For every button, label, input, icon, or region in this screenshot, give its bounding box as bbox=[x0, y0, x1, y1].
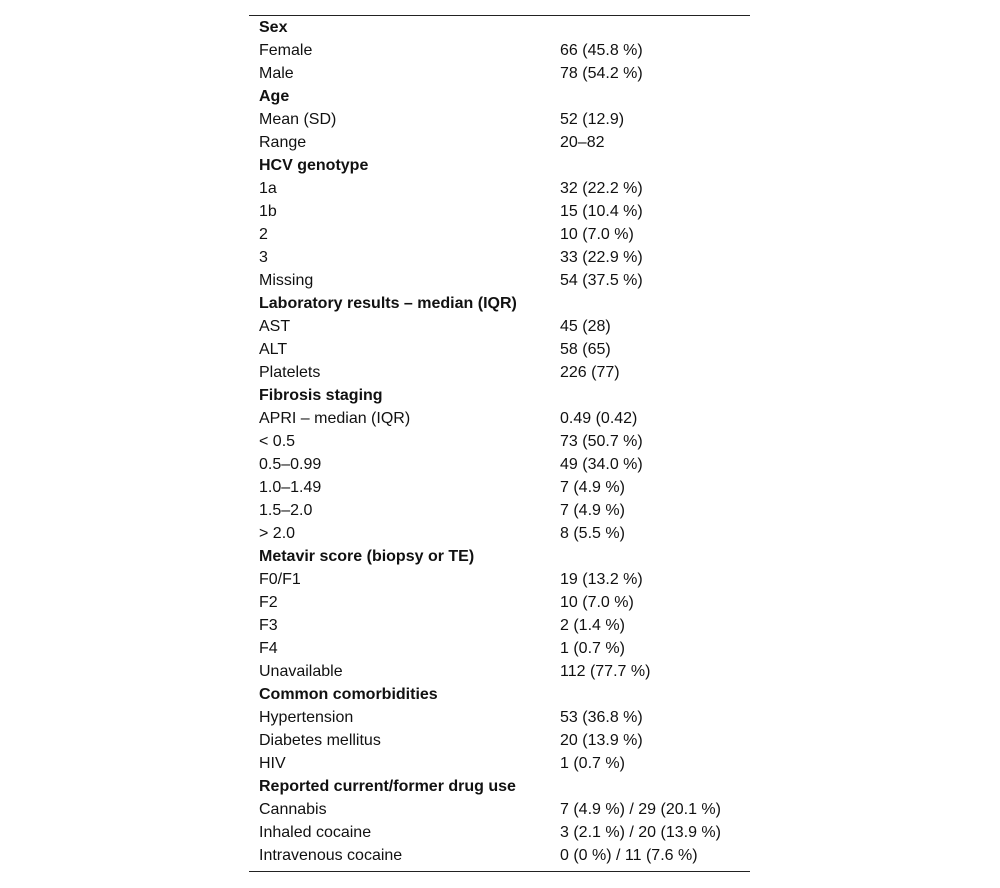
section-heading-spacer bbox=[560, 384, 750, 407]
row-value: 2 (1.4 %) bbox=[560, 617, 625, 634]
row-label: F4 bbox=[259, 640, 278, 657]
section-heading-row bbox=[249, 154, 750, 177]
table-row bbox=[249, 729, 750, 752]
row-label: APRI – median (IQR) bbox=[259, 410, 411, 427]
row-value: 10 (7.0 %) bbox=[560, 226, 634, 243]
row-label: Intravenous cocaine bbox=[259, 847, 403, 864]
section-heading: Sex bbox=[259, 19, 288, 36]
row-label: Unavailable bbox=[259, 663, 343, 680]
table-row bbox=[249, 568, 750, 591]
row-value: 52 (12.9) bbox=[560, 111, 625, 128]
row-value: 49 (34.0 %) bbox=[560, 456, 643, 473]
section-heading-row bbox=[249, 683, 750, 706]
section-heading-spacer bbox=[560, 292, 750, 315]
table-row bbox=[249, 361, 750, 384]
row-value: 19 (13.2 %) bbox=[560, 571, 643, 588]
table-row bbox=[249, 798, 750, 821]
row-label: AST bbox=[259, 318, 291, 335]
table-row bbox=[249, 39, 750, 62]
row-value: 20 (13.9 %) bbox=[560, 732, 643, 749]
table-row bbox=[249, 407, 750, 430]
table-body bbox=[249, 16, 750, 867]
row-label: F0/F1 bbox=[259, 571, 301, 588]
section-heading: Age bbox=[259, 88, 290, 105]
row-value: 33 (22.9 %) bbox=[560, 249, 643, 266]
row-label: HIV bbox=[259, 755, 286, 772]
row-value: 226 (77) bbox=[560, 364, 620, 381]
table-row bbox=[249, 246, 750, 269]
row-value: 0.49 (0.42) bbox=[560, 410, 638, 427]
row-value: 7 (4.9 %) bbox=[560, 479, 625, 496]
section-heading-spacer bbox=[560, 16, 750, 39]
row-label: Cannabis bbox=[259, 801, 327, 818]
row-label: 1.0–1.49 bbox=[259, 479, 322, 496]
section-heading-spacer bbox=[560, 154, 750, 177]
row-value: 58 (65) bbox=[560, 341, 611, 358]
section-heading-spacer bbox=[560, 683, 750, 706]
table-row bbox=[249, 706, 750, 729]
row-label: 3 bbox=[259, 249, 268, 266]
row-label: Mean (SD) bbox=[259, 111, 337, 128]
row-value: 73 (50.7 %) bbox=[560, 433, 643, 450]
row-value: 3 (2.1 %) / 20 (13.9 %) bbox=[560, 824, 721, 841]
row-label: 0.5–0.99 bbox=[259, 456, 322, 473]
row-value: 20–82 bbox=[560, 134, 605, 151]
table-row bbox=[249, 821, 750, 844]
characteristics-table-grid bbox=[249, 16, 750, 867]
row-value: 7 (4.9 %) bbox=[560, 502, 625, 519]
row-label: 1b bbox=[259, 203, 277, 220]
row-value: 66 (45.8 %) bbox=[560, 42, 643, 59]
row-label: < 0.5 bbox=[259, 433, 296, 450]
row-label: Diabetes mellitus bbox=[259, 732, 381, 749]
row-label: Male bbox=[259, 65, 294, 82]
row-value: 53 (36.8 %) bbox=[560, 709, 643, 726]
row-label: Range bbox=[259, 134, 307, 151]
section-heading-row bbox=[249, 545, 750, 568]
table-row bbox=[249, 614, 750, 637]
table-row bbox=[249, 476, 750, 499]
row-value: 32 (22.2 %) bbox=[560, 180, 643, 197]
section-heading-row bbox=[249, 292, 750, 315]
section-heading-row bbox=[249, 16, 750, 39]
row-value: 78 (54.2 %) bbox=[560, 65, 643, 82]
row-value: 10 (7.0 %) bbox=[560, 594, 634, 611]
row-value: 112 (77.7 %) bbox=[560, 663, 651, 680]
row-label: Hypertension bbox=[259, 709, 354, 726]
row-label: 1.5–2.0 bbox=[259, 502, 313, 519]
table-row bbox=[249, 752, 750, 775]
table-row bbox=[249, 453, 750, 476]
table-row bbox=[249, 637, 750, 660]
table-row bbox=[249, 223, 750, 246]
table-row bbox=[249, 591, 750, 614]
section-heading: HCV genotype bbox=[259, 157, 369, 174]
row-value: 7 (4.9 %) / 29 (20.1 %) bbox=[560, 801, 721, 818]
characteristics-table bbox=[249, 15, 750, 872]
row-label: 1a bbox=[259, 180, 277, 197]
table-row bbox=[249, 315, 750, 338]
table-row bbox=[249, 200, 750, 223]
table-row bbox=[249, 844, 750, 867]
row-value: 0 (0 %) / 11 (7.6 %) bbox=[560, 847, 698, 864]
row-label: > 2.0 bbox=[259, 525, 296, 542]
table-row bbox=[249, 430, 750, 453]
table-row bbox=[249, 177, 750, 200]
row-value: 15 (10.4 %) bbox=[560, 203, 643, 220]
table-row bbox=[249, 108, 750, 131]
table-row bbox=[249, 62, 750, 85]
row-value: 54 (37.5 %) bbox=[560, 272, 643, 289]
section-heading-spacer bbox=[560, 775, 750, 798]
section-heading-row bbox=[249, 384, 750, 407]
table-row bbox=[249, 660, 750, 683]
section-heading: Metavir score (biopsy or TE) bbox=[259, 548, 475, 565]
table-row bbox=[249, 131, 750, 154]
row-value: 45 (28) bbox=[560, 318, 611, 335]
row-label: Missing bbox=[259, 272, 314, 289]
section-heading: Laboratory results – median (IQR) bbox=[259, 295, 517, 312]
row-label: 2 bbox=[259, 226, 268, 243]
section-heading-spacer bbox=[560, 85, 750, 108]
section-heading-row bbox=[249, 85, 750, 108]
row-label: F3 bbox=[259, 617, 278, 634]
row-value: 1 (0.7 %) bbox=[560, 755, 625, 772]
table-row bbox=[249, 522, 750, 545]
row-value: 1 (0.7 %) bbox=[560, 640, 625, 657]
row-value: 8 (5.5 %) bbox=[560, 525, 625, 542]
table-row bbox=[249, 499, 750, 522]
section-heading: Common comorbidities bbox=[259, 686, 438, 703]
table-row bbox=[249, 269, 750, 292]
row-label: Female bbox=[259, 42, 313, 59]
section-heading: Fibrosis staging bbox=[259, 387, 383, 404]
table-row bbox=[249, 338, 750, 361]
section-heading: Reported current/former drug use bbox=[259, 778, 516, 795]
row-label: Platelets bbox=[259, 364, 321, 381]
row-label: F2 bbox=[259, 594, 278, 611]
section-heading-row bbox=[249, 775, 750, 798]
section-heading-spacer bbox=[560, 545, 750, 568]
row-label: Inhaled cocaine bbox=[259, 824, 372, 841]
row-label: ALT bbox=[259, 341, 288, 358]
